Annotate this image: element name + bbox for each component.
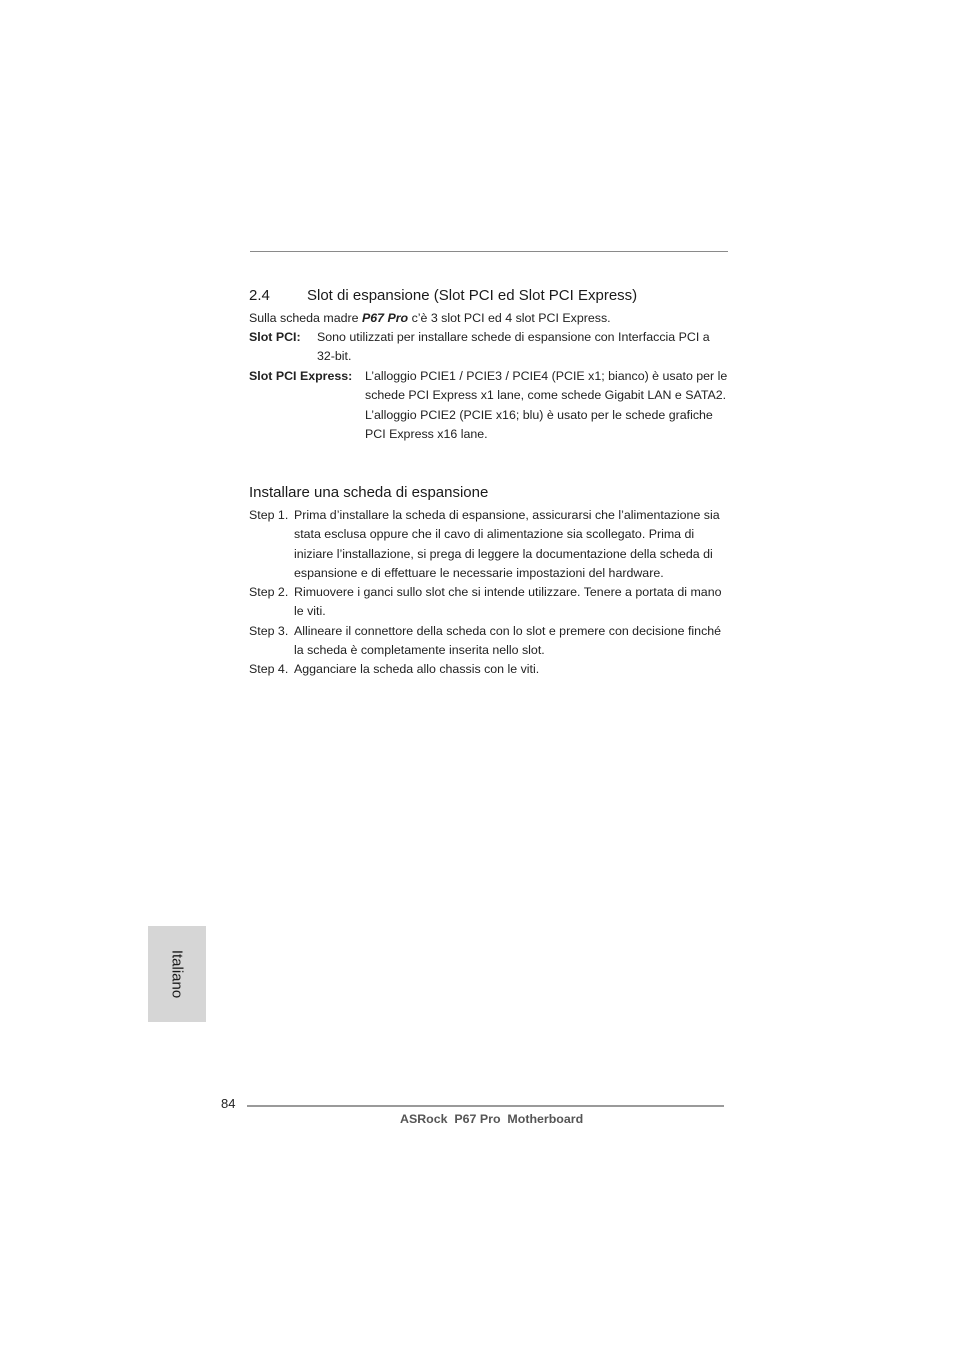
definition-desc-pci: Sono utilizzati per installare schede di espansione con Interfaccia PCI a 32-bit. [317,330,710,364]
step-label: Step 4. [249,662,289,677]
list-item [249,583,729,622]
install-steps-list [249,506,729,680]
section-heading [249,287,729,304]
footer-brand: ASRock P67 Pro Motherboard [400,1112,584,1126]
page-number: 84 [221,1096,236,1111]
intro-model: P67 Pro [361,311,409,325]
definition-desc-pcie [365,367,729,444]
list-item [249,506,729,583]
definition-desc-pcie-x1: L’alloggio PCIE1 / PCIE3 / PCIE4 (PCIE x1; bianco) è usato per le schede PCI Express x1 lane, come schede Gigabit LAN e SATA2. [365,369,728,403]
section-number: 2.4 [249,287,270,304]
footer-divider [247,1105,724,1107]
install-heading: Installare una scheda di espansione [249,484,489,501]
step-label: Step 2. [249,585,289,600]
definition-term-pci: Slot PCI: [249,330,301,344]
definition-term-pcie: Slot PCI Express: [249,369,353,383]
list-item [249,660,729,679]
section-title: Slot di espansione (Slot PCI ed Slot PCI Express) [307,287,638,304]
top-divider [250,251,728,252]
step-text: Agganciare la scheda allo chassis con le viti. [294,662,540,677]
step-label: Step 3. [249,623,289,638]
step-text: Rimuovere i ganci sullo slot che si intende utilizzare. Tenere a portata di mano le viti. [294,585,722,619]
step-text: Allineare il connettore della scheda con lo slot e premere con decisione finché la scheda è completamente inserita nello slot. [294,623,722,658]
language-side-tab [148,926,206,1022]
intro-paragraph [249,309,729,328]
intro-before: Sulla scheda madre [249,311,362,325]
step-label: Step 1. [249,508,289,522]
definition-desc-pcie-x16: L’alloggio PCIE2 (PCIE x16; blu) è usato per le schede grafiche PCI Express x16 lane. [365,407,713,441]
intro-after: c’è 3 slot PCI ed 4 slot PCI Express. [408,311,611,325]
step-text: Prima d’installare la scheda di espansione, assicurarsi che l’alimentazione sia stata esclusa oppure che il cavo di alimentazione sia scollegato. Prima di iniziare l’installazione, si prega di leggere la documentazione della scheda di espansione e di effettuare le necessarie impostazioni del hardware. [294,508,720,580]
language-tab-label: Italiano [168,949,186,999]
list-item [249,622,729,661]
